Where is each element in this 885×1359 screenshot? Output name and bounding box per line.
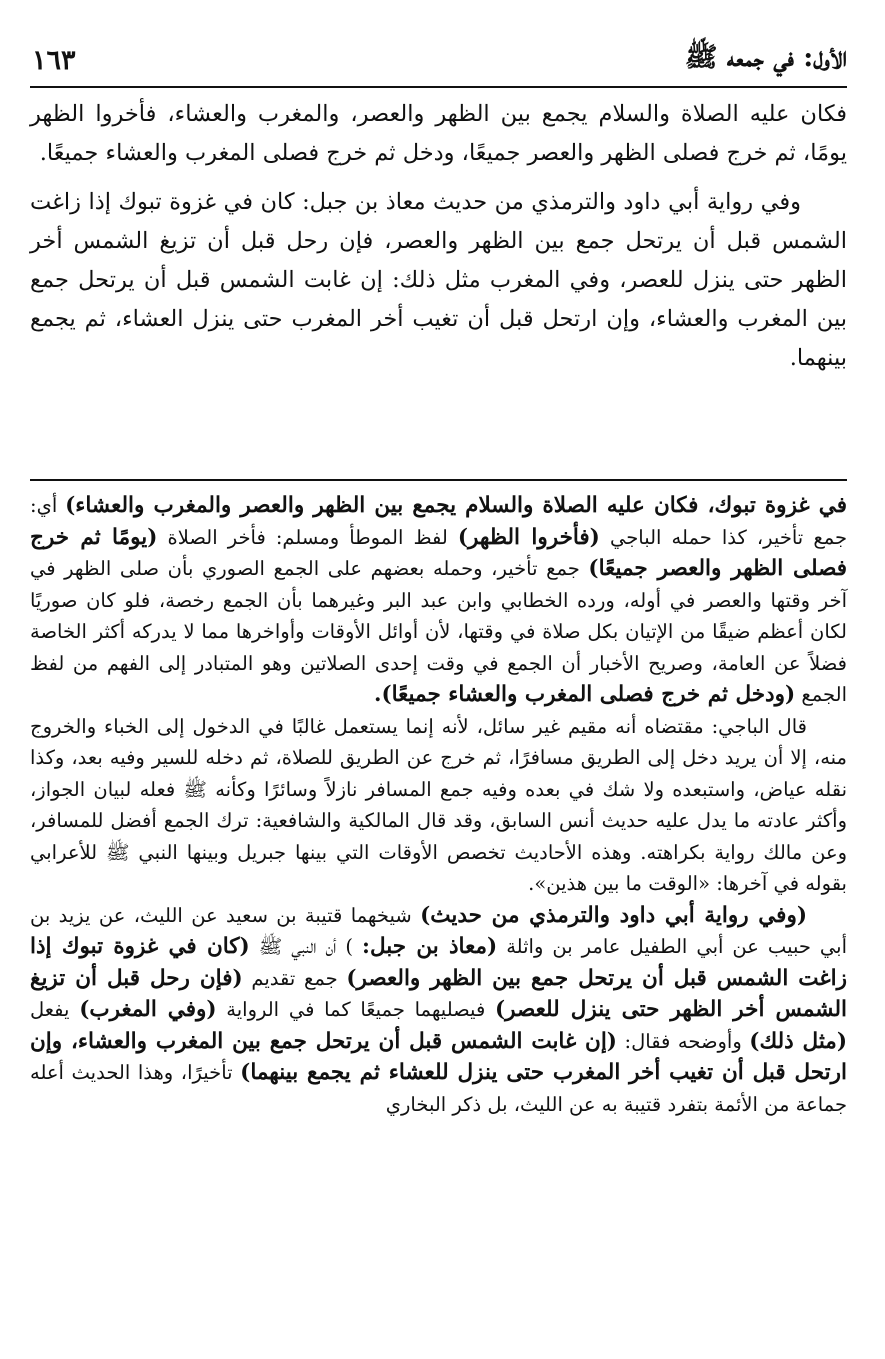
commentary-text: فيصليهما جميعًا كما في الرواية — [226, 998, 486, 1021]
commentary-text: أي: جمع تأخير، كذا حمله الباجي — [30, 494, 848, 549]
main-paragraph: فكان عليه الصلاة والسلام يجمع بين الظهر والعصر، والمغرب والعشاء، فأخروا الظهر يومًا، ثم خرج فصلى الظهر والعصر جميعًا، ودخل ثم خرج فصلى المغرب والعشاء جميعًا. — [30, 101, 847, 166]
commentary-text: لفظ الموطأ ومسلم: فأخر الصلاة — [167, 525, 448, 549]
quoted-text: (فإن رحل قبل أن تزيغ الشمس أخر الظهر حتى ينزل للعصر) — [30, 965, 847, 1022]
commentary-text: ) أن النبي ﷺ — [258, 935, 354, 958]
commentary-text: جمع تقديم — [251, 966, 338, 990]
commentary-paragraph — [30, 490, 847, 711]
quoted-text: (كان في غزوة تبوك إذا زاغت الشمس قبل أن يرتحل جمع بين الظهر والعصر) — [30, 934, 847, 991]
commentary-paragraph — [30, 900, 847, 1121]
running-title: الأول: في جمعه ﷺ — [684, 42, 847, 73]
quoted-text: (وفي المغرب) — [79, 997, 217, 1022]
header-rule — [30, 86, 847, 88]
quoted-text: (ودخل ثم خرج فصلى المغرب والعشاء جميعًا). — [373, 682, 796, 707]
commentary — [30, 490, 847, 1120]
commentary-paragraph: قال الباجي: مقتضاه أنه مقيم غير سائل، لأنه إنما يستعمل غالبًا في الدخول إلى الخباء والخروج منه، إلا أن يريد دخل إلى الطريق مسافرًا، ثم خرج عن الطريق للصلاة، ثم دخله للسير وفيه بعد، وكذا نقله عياض، واستبعده ولا شك في بعده وفيه جمع المسافر نازلاً وسائرًا وكأنه ﷺ فعله لبيان الجواز، وأكثر عادته ما يدل عليه حديث أنس السابق، وقد قال المالكية والشافعية: ترك الجمع أفضل للمسافر، وعن مالك رواية بكراهته. وهذه الأحاديث تخصص الأوقات التي بينها جبريل وبينها النبي ﷺ للأعرابي بقوله في آخرها: «الوقت ما بين هذين». — [30, 714, 847, 895]
quoted-text: في غزوة تبوك، فكان عليه الصلاة والسلام يجمع بين الظهر والعصر والمغرب والعشاء) — [65, 493, 847, 518]
quoted-text: (إن غابت الشمس قبل أن يرتحل جمع بين المغرب والعشاء، وإن ارتحل قبل أن تغيب أخر المغرب حتى ينزل للعشاء ثم يجمع بينهما) — [30, 1028, 848, 1085]
quoted-text: (يومًا ثم خرج فصلى الظهر والعصر جميعًا) — [30, 524, 848, 581]
commentary-text: وأوضحه فقال: — [624, 1029, 742, 1053]
commentary-text: تأخيرًا، وهذا الحديث أعله جماعة من الأئمة بتفرد قتيبة به عن الليث، بل ذكر البخاري — [30, 1061, 847, 1116]
commentary-text: شيخهما قتيبة بن سعيد عن الليث، عن يزيد بن أبي حبيب عن أبي الطفيل عامر بن واثلة — [30, 903, 848, 958]
quoted-text: (معاذ بن جبل: — [362, 934, 498, 959]
main-text — [30, 95, 847, 388]
page-number: ١٦٣ — [32, 44, 76, 76]
commentary-text: جمع تأخير، وحمله بعضهم على الجمع الصوري بأن صلى الظهر في آخر وقتها والعصر في أوله، ورده الخطابي وابن عبد البر وغيرهما بأن الجمع رخصة، فلو كان صوريًا لكان أعظم ضيقًا من الإتيان بكل صلاة في وقتها، لأن أوائل الأوقات وأواخرها مما لا يدركه أكثر الخاصة فضلاً عن العامة، وصريح الأخبار أن الجمع في وقت إحدى الصلاتين وهو المتبادر إلى الفهم من لفظ الجمع — [30, 557, 847, 706]
main-paragraph: وفي رواية أبي داود والترمذي من حديث معاذ بن جبل: كان في غزوة تبوك إذا زاغت الشمس قبل أن يرتحل جمع بين الظهر والعصر، فإن رحل قبل أن تزيغ الشمس أخر الظهر حتى ينزل للعصر، وفي المغرب مثل ذلك: إن غابت الشمس قبل أن يرتحل جمع بين المغرب والعشاء، وإن ارتحل قبل أن تغيب أخر المغرب حتى ينزل العشاء، ثم يجمع بينهما. — [30, 189, 847, 371]
quoted-text: (مثل ذلك) — [749, 1028, 847, 1054]
quoted-text: (فأخروا الظهر) — [457, 524, 600, 550]
footnote-divider — [30, 479, 847, 481]
commentary-text: يفعل — [30, 998, 70, 1021]
page-header — [32, 38, 847, 82]
quoted-text: (وفي رواية أبي داود والترمذي من حديث) — [420, 902, 807, 928]
